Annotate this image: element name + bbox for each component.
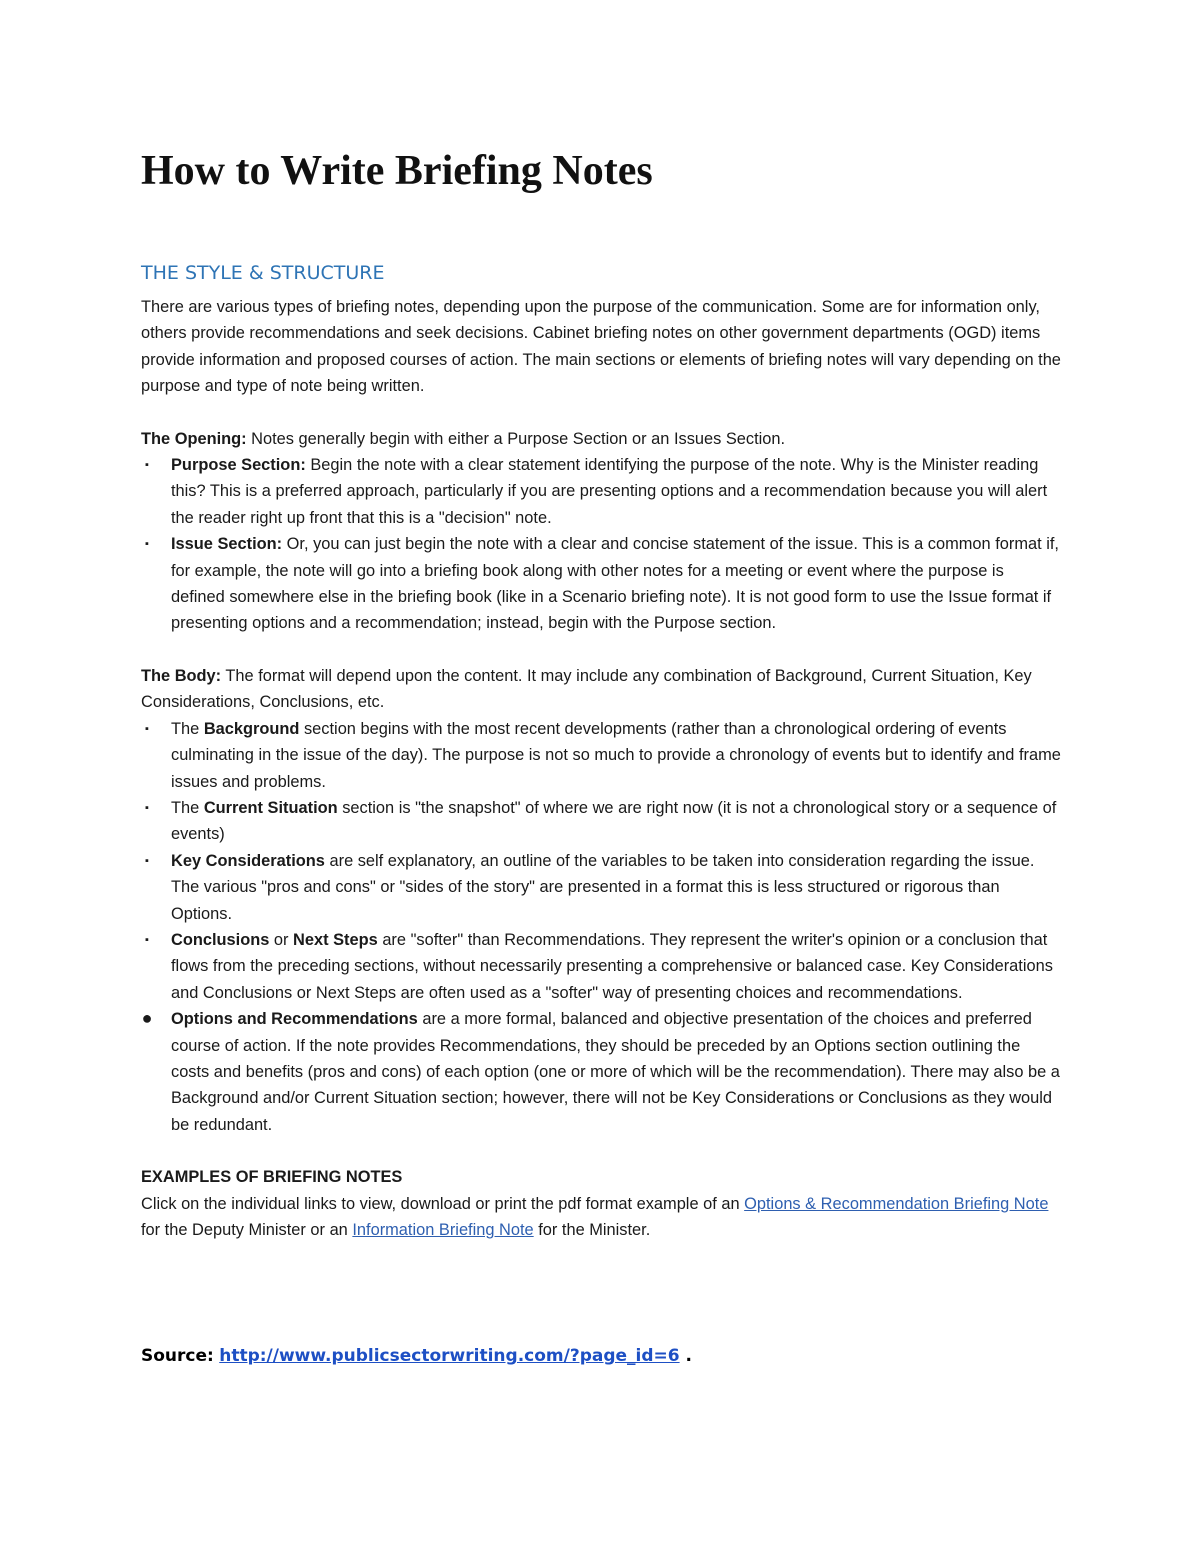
item-bold-label: Conclusions bbox=[171, 930, 270, 949]
item-mid-text: or bbox=[269, 930, 294, 949]
section-heading: THE STYLE & STRUCTURE bbox=[141, 262, 385, 284]
options-recommendation-link[interactable]: Options & Recommendation Briefing Note bbox=[744, 1194, 1049, 1213]
list-item bbox=[141, 531, 1061, 637]
item-text: are self explanatory, an outline of the variables to be taken into consideration regarding the issue. The various "pros and cons" or "sides of the story" are presented in a format this is less structured or rigorous than Options. bbox=[171, 851, 1035, 923]
list-item bbox=[141, 452, 1061, 531]
item-text: Begin the note with a clear statement identifying the purpose of the note. Why is the Minister reading this? This is a preferred approach, particularly if you are presenting options and a recommendation because you will alert the reader right up front that this is a "decision" note. bbox=[171, 456, 1048, 527]
square-bullet-icon: ▪ bbox=[145, 854, 149, 867]
item-text: Or, you can just begin the note with a clear and concise statement of the issue. This is a common format if, for example, the note will go into a briefing book along with other notes for a meeting or event where the purpose is defined somewhere else in the briefing book (like in a Scenario briefing note). It is not good form to use the Issue format if presenting options and a recommendation; instead, begin with the Purpose section. bbox=[171, 535, 1059, 633]
examples-heading: EXAMPLES OF BRIEFING NOTES bbox=[141, 1168, 403, 1187]
square-bullet-icon: ▪ bbox=[145, 538, 149, 551]
intro-paragraph: There are various types of briefing notes, depending upon the purpose of the communication. Some are for information only, others provide recommendations and seek decisions. Cabinet briefing notes on other government departments (OGD) items provide information and proposed courses of action. The main sections or elements of briefing notes will vary depending on the purpose and type of note being written. bbox=[141, 298, 1061, 396]
examples-paragraph bbox=[141, 1191, 1061, 1244]
item-prefix: The bbox=[171, 798, 204, 817]
examples-text-1: Click on the individual links to view, download or print the pdf format example of an bbox=[141, 1194, 745, 1213]
item-bold-label: Key Considerations bbox=[171, 851, 325, 870]
list-item bbox=[141, 848, 1061, 927]
item-bold-label: Issue Section: bbox=[171, 535, 283, 554]
item-text: section is "the snapshot" of where we are right now (it is not a chronological story or a sequence of events) bbox=[171, 798, 1057, 844]
examples-text-3: for the Minister. bbox=[533, 1221, 651, 1239]
page-title: How to Write Briefing Notes bbox=[141, 148, 653, 194]
opening-text: Notes generally begin with either a Purpose Section or an Issues Section. bbox=[246, 429, 786, 448]
information-briefing-link[interactable]: Information Briefing Note bbox=[352, 1221, 534, 1239]
source-label: Source: bbox=[141, 1346, 214, 1367]
item-bold-label: Current Situation bbox=[203, 798, 338, 817]
list-item bbox=[141, 927, 1061, 1006]
body-text: The format will depend upon the content. It may include any combination of Background, Current Situation, Key Considerations, Conclusions, etc. bbox=[141, 666, 1032, 712]
item-bold-label: Purpose Section: bbox=[171, 456, 306, 475]
square-bullet-icon: ▪ bbox=[145, 459, 149, 472]
body-list bbox=[141, 716, 1061, 1139]
document-content bbox=[141, 140, 1061, 1370]
square-bullet-icon: ▪ bbox=[145, 722, 149, 735]
examples-text-2: for the Deputy Minister or an bbox=[141, 1221, 353, 1239]
item-bold-label: Options and Recommendations bbox=[171, 1010, 418, 1029]
opening-paragraph bbox=[141, 426, 1061, 452]
body-paragraph bbox=[141, 663, 1061, 716]
list-item bbox=[141, 716, 1061, 795]
square-bullet-icon: ▪ bbox=[145, 933, 149, 946]
item-text: are a more formal, balanced and objective presentation of the choices and preferred course of action. If the note provides Recommendations, they should be preceded by an Options section outlining the costs and benefits (pros and cons) of each option (one or more of which will be the recommendation). There may also be a Background and/or Current Situation section; however, there will not be Key Considerations or Conclusions as they would be redundant. bbox=[171, 1010, 1060, 1134]
opening-label: The Opening: bbox=[141, 429, 247, 448]
body-label: The Body: bbox=[141, 666, 222, 685]
item-prefix: The bbox=[171, 719, 204, 738]
item-text: are "softer" than Recommendations. They represent the writer's opinion or a conclusion that flows from the preceding sections, without necessarily presenting a comprehensive or balanced case. Key Considerations and Conclusions or Next Steps are often used as a "softer" way of presenting choices and recommendations. bbox=[171, 930, 1053, 1002]
round-bullet-icon: ● bbox=[141, 1008, 153, 1029]
item-text: section begins with the most recent developments (rather than a chronological ordering of events culminating in the issue of the day). The purpose is not so much to provide a chronology of events but to identify and frame issues and problems. bbox=[171, 719, 1061, 791]
source-trailing: . bbox=[679, 1346, 692, 1367]
list-item bbox=[141, 1006, 1061, 1138]
source-link[interactable]: http://www.publicsectorwriting.com/?page_id=6 bbox=[219, 1346, 680, 1367]
item-bold-label: Background bbox=[203, 719, 300, 738]
list-item bbox=[141, 795, 1061, 848]
square-bullet-icon: ▪ bbox=[145, 801, 149, 814]
opening-list bbox=[141, 452, 1061, 637]
source-line bbox=[141, 1343, 1061, 1369]
item-bold-label-2: Next Steps bbox=[293, 930, 378, 949]
